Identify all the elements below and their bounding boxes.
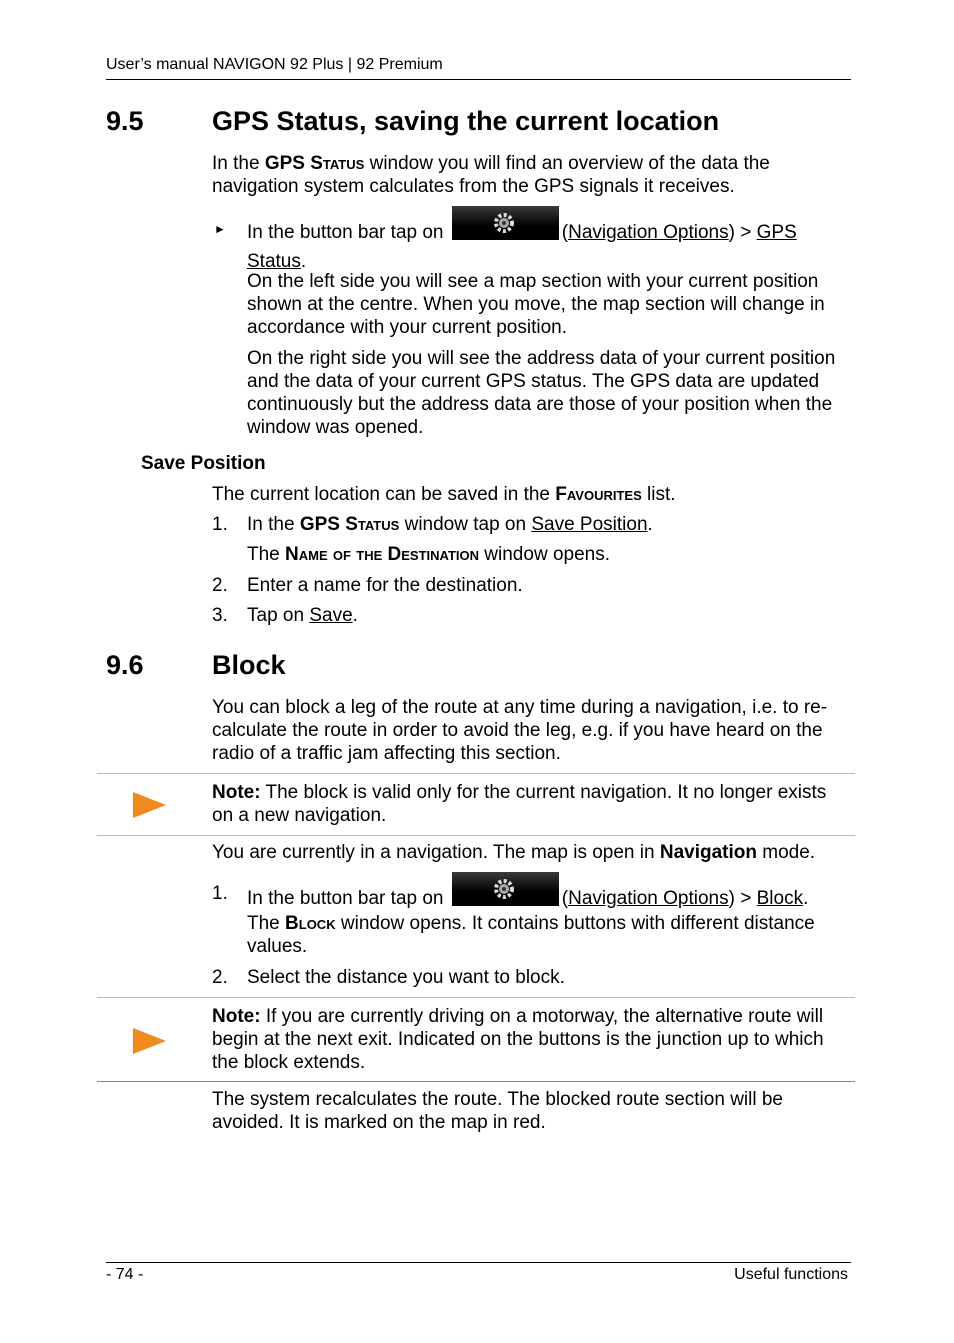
list-number: 1. [212,883,228,904]
section-title: Block [212,650,286,680]
note-arrow-icon [133,1028,166,1054]
note-divider [97,835,855,836]
instruction-step: In the button bar tap on (Navigation Options) > GPS Status. [247,206,853,263]
paragraph: On the right side you will see the address data of your current position and the data of your current GPS status. The GPS data are updated continuously but the address data are those of your position when the window was opened. [247,348,836,438]
note-arrow-icon [133,792,166,818]
note-divider [97,773,855,774]
paragraph: In the GPS Status window you will find an overview of the data the navigation system calculates from the GPS signals it receives. [212,153,770,197]
list-item-detail: The Block window opens. It contains buttons with different distance values. [247,913,815,957]
note-divider [97,997,855,998]
bullet-icon: ► [214,222,226,236]
footer-section: Useful functions [734,1266,848,1283]
section-number: 9.6 [106,650,144,680]
list-item: In the button bar tap on (Navigation Options) > Block. [247,872,853,906]
note-divider [97,1081,855,1082]
note: Note: If you are currently driving on a motorway, the alternative route will begin at the next exit. Indicated on the buttons is the junction up to which the block extends. [212,1006,824,1073]
list-number: 2. [212,575,228,596]
gear-icon [492,877,516,901]
list-item: Enter a name for the destination. [247,575,523,596]
list-item: Tap on Save. [247,605,358,626]
paragraph: You can block a leg of the route at any time during a navigation, i.e. to re-calculate the route in order to avoid the leg, e.g. if you have heard on the radio of a traffic jam affecting this section. [212,697,828,764]
subheading: Save Position [141,453,266,474]
gear-icon [492,211,516,235]
list-number: 2. [212,967,228,988]
note: Note: The block is valid only for the current navigation. It no longer exists on a new navigation. [212,782,827,826]
page-number: - 74 - [106,1266,144,1283]
section-title: GPS Status, saving the current location [212,106,720,136]
paragraph: On the left side you will see a map section with your current position shown at the centre. When you move, the map section will change in accordance with your current position. [247,271,825,338]
header-rule [106,79,851,80]
list-number: 3. [212,605,228,626]
navigation-options-button-image [452,206,559,240]
list-item: Select the distance you want to block. [247,967,565,988]
paragraph: The system recalculates the route. The blocked route section will be avoided. It is marked on the map in red. [212,1089,783,1133]
list-number: 1. [212,514,228,535]
section-number: 9.5 [106,106,144,136]
list-item-detail: The Name of the Destination window opens. [247,544,610,565]
running-header: User’s manual NAVIGON 92 Plus | 92 Premium [106,56,443,73]
list-item: In the GPS Status window tap on Save Position. [247,514,653,535]
paragraph: You are currently in a navigation. The map is open in Navigation mode. [212,842,816,863]
paragraph: The current location can be saved in the Favourites list. [212,484,676,505]
footer-rule [106,1262,851,1263]
navigation-options-button-image [452,872,559,906]
